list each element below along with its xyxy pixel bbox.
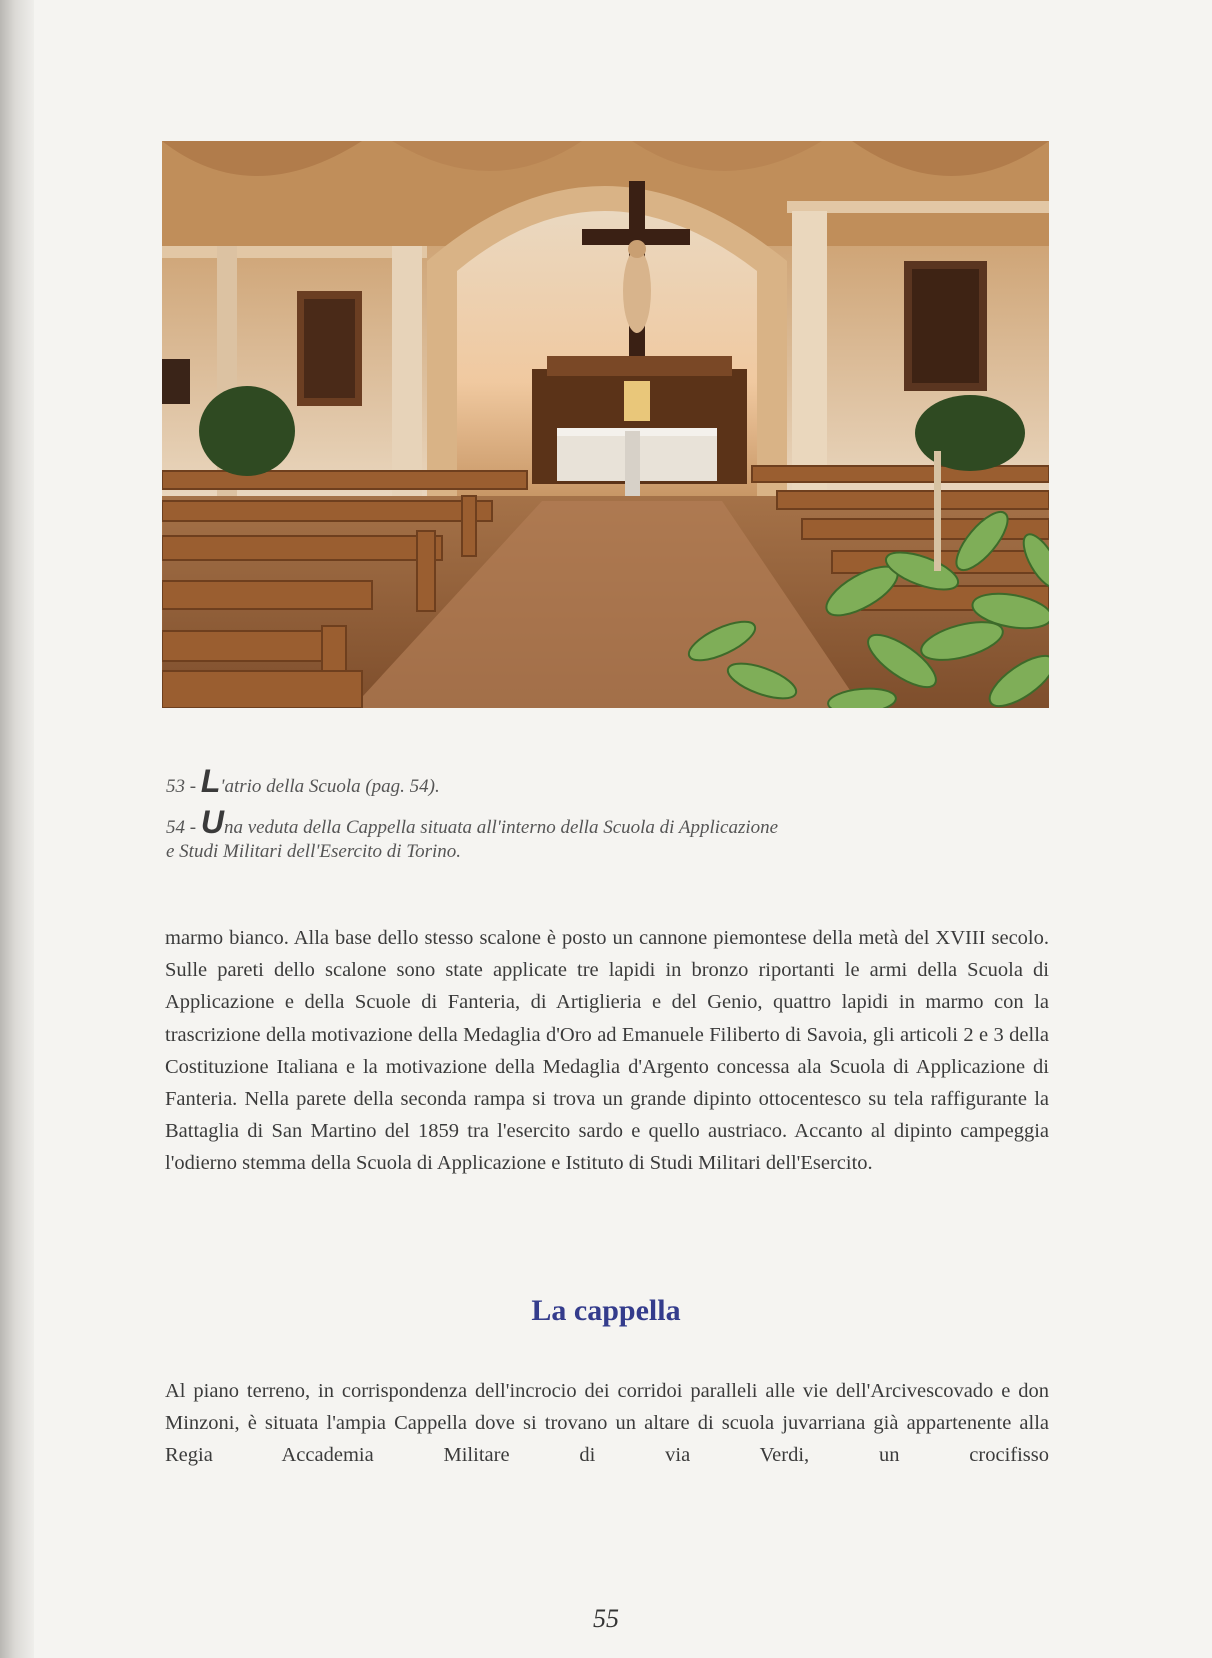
body-paragraph-1 xyxy=(165,922,1049,1180)
caption-54 xyxy=(166,802,778,844)
book-spine-shadow xyxy=(0,0,34,1658)
caption-53-number: 53 - xyxy=(166,776,201,797)
chapel-photo xyxy=(162,141,1049,708)
paragraph-text: marmo bianco. Alla base dello stesso scalone è posto un cannone piemontese della metà del XVIII secolo. Sulle pareti dello scalone sono state applicate tre lapidi in bronzo riportanti le armi della Scuola di Applicazione e della Scuole di Fanteria, di Artiglieria e del Genio, quattro lapidi in marmo con la trascrizione della motivazione della Medaglia d'Oro ad Emanuele Filiberto di Savoia, gli articoli 2 e 3 della Costituzione Italiana e la motivazione della Medaglia d'Argento concessa ala Scuola di Applicazione di Fanteria. Nella parete della seconda rampa si trova un grande dipinto ottocentesco su tela raffigurante la Battaglia di San Martino del 1859 tra l'esercito sardo e quello austriaco. Accanto al dipinto campeggia l'odierno stemma della Scuola di Applicazione e Istituto di Studi Militari dell'Esercito. xyxy=(165,927,1049,1175)
caption-54-initial: U xyxy=(200,804,223,840)
caption-53 xyxy=(166,761,440,803)
caption-53-initial: L xyxy=(200,763,220,799)
caption-54-text: na veduta della Cappella situata all'interno della Scuola di Applicazione xyxy=(223,817,779,838)
section-heading: La cappella xyxy=(531,1294,681,1327)
caption-54-continuation: e Studi Militari dell'Esercito di Torino. xyxy=(166,841,462,862)
caption-54-number: 54 - xyxy=(166,817,201,838)
caption-53-text: 'atrio della Scuola (pag. 54). xyxy=(220,776,440,797)
body-paragraph-2 xyxy=(165,1375,1049,1472)
paragraph-text: Al piano terreno, in corrispondenza dell'incrocio dei corridoi paralleli alle vie dell'Arcivescovado e don Minzoni, è situata l'ampia Cappella dove si trovano un altare di scuola juvarriana già appartenente alla Regia Accademia Militare di via Verdi, un crocifisso xyxy=(165,1380,1049,1467)
page-number: 55 xyxy=(593,1604,619,1633)
